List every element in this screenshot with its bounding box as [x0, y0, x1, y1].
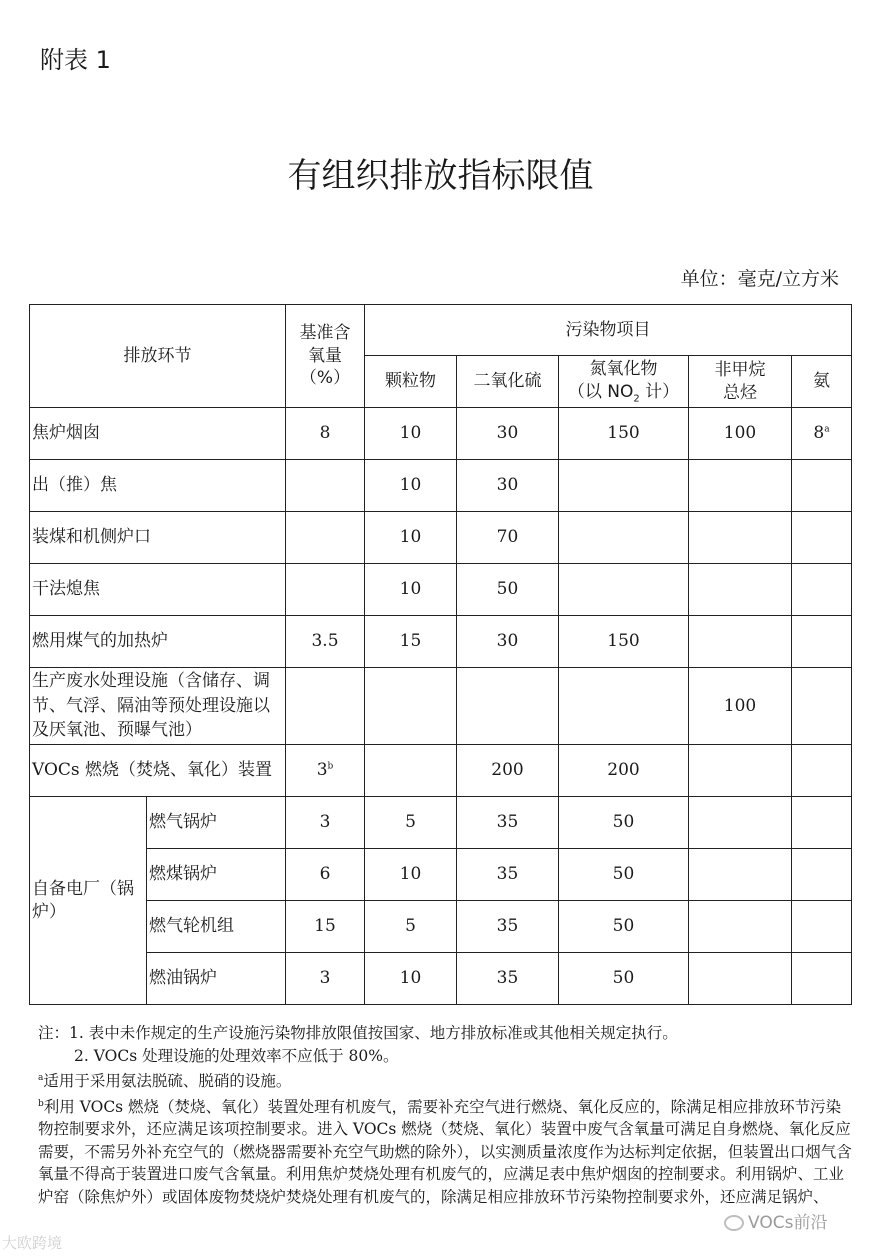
- table-row: [30, 849, 852, 901]
- cell-nh3: [792, 668, 852, 745]
- cell-nox: [559, 460, 689, 512]
- cell-oxygen-value: 3: [316, 760, 328, 781]
- group-name: 自备电厂（锅炉）: [30, 797, 147, 1005]
- row-name: 生产废水处理设施（含储存、调节、气浮、隔油等预处理设施以及厌氧池、预曝气池）: [30, 668, 286, 745]
- cell-so2: 30: [457, 460, 559, 512]
- subrow-name: 燃气轮机组: [147, 901, 286, 953]
- row-name: 焦炉烟囱: [30, 408, 286, 460]
- table-row: [30, 797, 852, 849]
- note-1: 注：1. 表中未作规定的生产设施污染物排放限值按国家、地方排放标准或其他相关规定执行。: [38, 1024, 678, 1042]
- cell-so2: [457, 668, 559, 745]
- cell-nox: 50: [559, 797, 689, 849]
- note-2: 2. VOCs 处理设施的处理效率不应低于 80%。: [74, 1046, 399, 1065]
- note-b: [38, 1093, 853, 1209]
- watermark-right: [724, 1208, 827, 1233]
- cell-nmhc: 100: [689, 408, 792, 460]
- cell-pm: 10: [365, 564, 457, 616]
- cell-nmhc: [689, 797, 792, 849]
- cell-nh3: [792, 564, 852, 616]
- row-name: 干法熄焦: [30, 564, 286, 616]
- header-pollutants: 污染物项目: [365, 305, 852, 356]
- row-name: VOCs 燃烧（焚烧、氧化）装置: [30, 745, 286, 797]
- cell-nmhc: [689, 745, 792, 797]
- table-row: [30, 460, 852, 512]
- cell-so2: 200: [457, 745, 559, 797]
- unit-label: 单位：毫克/立方米: [680, 268, 839, 290]
- cell-so2: 70: [457, 512, 559, 564]
- cell-nh3: [792, 616, 852, 668]
- cell-so2: 30: [457, 616, 559, 668]
- cell-nh3: [792, 849, 852, 901]
- table-row: [30, 564, 852, 616]
- cell-so2: 35: [457, 901, 559, 953]
- cell-nox: [559, 668, 689, 745]
- cell-nh3: [792, 745, 852, 797]
- header-particulate: 颗粒物: [365, 356, 457, 408]
- cell-oxygen: 3: [286, 953, 365, 1005]
- cell-nh3: [792, 408, 852, 460]
- cell-oxygen: [286, 512, 365, 564]
- header-ammonia: 氨: [792, 356, 852, 408]
- subrow-name: 燃煤锅炉: [147, 849, 286, 901]
- cell-pm: 15: [365, 616, 457, 668]
- table-row: [30, 408, 852, 460]
- table-row: [30, 901, 852, 953]
- cell-oxygen: 8: [286, 408, 365, 460]
- cell-nmhc: [689, 953, 792, 1005]
- cell-nox: 50: [559, 901, 689, 953]
- cell-so2: 35: [457, 797, 559, 849]
- cell-nh3: [792, 460, 852, 512]
- note-b-superscript: b: [38, 1098, 44, 1109]
- appendix-label: 附表 1: [40, 46, 111, 74]
- cell-oxygen: 15: [286, 901, 365, 953]
- cell-pm: 5: [365, 797, 457, 849]
- cell-oxygen: 6: [286, 849, 365, 901]
- cell-nox: 200: [559, 745, 689, 797]
- note-b-text: 利用 VOCs 燃烧（焚烧、氧化）装置处理有机废气，需要补充空气进行燃烧、氧化反应的，除满足相应排放环节污染物控制要求外，还应满足该项控制要求。进入 VOCs 燃烧（焚烧、氧化）装置中废气含氧量可满足自身燃烧、氧化反应需要，不需另外补充空气的（燃烧器需要补充空气助燃的除外），以实测质量浓度作为达标判定依据，但装置出口烟气含氧量不得高于装置进口废气含氧量。利用焦炉焚烧处理有机废气的，应满足表中焦炉烟囱的控制要求。利用锅炉、工业炉窑（除焦炉外）或固体废物焚烧炉焚烧处理有机废气的，除满足相应排放环节污染物控制要求外，还应满足锅炉、: [38, 1097, 852, 1206]
- cell-pm: [365, 668, 457, 745]
- header-section: 排放环节: [30, 305, 286, 408]
- row-name: 出（推）焦: [30, 460, 286, 512]
- cell-nh3: [792, 901, 852, 953]
- cell-nox: 150: [559, 616, 689, 668]
- cell-nox: 150: [559, 408, 689, 460]
- header-nox: 氮氧化物 （以 $NO_2$ 计）: [559, 356, 689, 408]
- table-row: [30, 512, 852, 564]
- cell-pm: 10: [365, 512, 457, 564]
- cell-so2: 50: [457, 564, 559, 616]
- cell-nox: 50: [559, 849, 689, 901]
- cell-nmhc: [689, 849, 792, 901]
- cell-nh3: [792, 953, 852, 1005]
- table-row: [30, 668, 852, 745]
- header-oxygen: 基准含 氧量 （%）: [286, 305, 365, 408]
- cell-oxygen: [286, 745, 365, 797]
- cell-pm: 10: [365, 408, 457, 460]
- watermark-left: 大欧跨境: [2, 1234, 63, 1252]
- note-a: [38, 1067, 853, 1093]
- note-a-mark: a: [824, 424, 830, 435]
- table-row: [30, 616, 852, 668]
- cell-nmhc: [689, 901, 792, 953]
- subrow-name: 燃油锅炉: [147, 953, 286, 1005]
- table-row: [30, 745, 852, 797]
- cell-nox: [559, 564, 689, 616]
- cell-so2: 35: [457, 849, 559, 901]
- subrow-name: 燃气锅炉: [147, 797, 286, 849]
- note-b-mark: b: [327, 761, 334, 772]
- cell-nmhc: [689, 616, 792, 668]
- cell-oxygen: 3.5: [286, 616, 365, 668]
- emission-limits-table: [29, 304, 852, 1005]
- cell-pm: [365, 745, 457, 797]
- cell-nmhc: [689, 460, 792, 512]
- cell-nox: 50: [559, 953, 689, 1005]
- header-so2: 二氧化硫: [457, 356, 559, 408]
- wechat-icon: [724, 1215, 744, 1231]
- cell-nh3: [792, 512, 852, 564]
- cell-oxygen: 3: [286, 797, 365, 849]
- cell-nox: [559, 512, 689, 564]
- row-name: 装煤和机侧炉口: [30, 512, 286, 564]
- note-a-superscript: a: [38, 1073, 44, 1083]
- cell-oxygen: [286, 460, 365, 512]
- cell-nh3-value: 8: [813, 423, 825, 444]
- cell-so2: 30: [457, 408, 559, 460]
- cell-oxygen: [286, 564, 365, 616]
- cell-nmhc: [689, 512, 792, 564]
- page-title: 有组织排放指标限值: [287, 156, 594, 196]
- cell-nh3: [792, 797, 852, 849]
- cell-oxygen: [286, 668, 365, 745]
- row-name: 燃用煤气的加热炉: [30, 616, 286, 668]
- cell-nmhc: [689, 564, 792, 616]
- cell-pm: 10: [365, 460, 457, 512]
- cell-nmhc: 100: [689, 668, 792, 745]
- watermark-right-text: VOCs前沿: [748, 1213, 828, 1233]
- note-a-text: 适用于采用氨法脱硫、脱硝的设施。: [43, 1072, 292, 1091]
- cell-so2: 35: [457, 953, 559, 1005]
- cell-pm: 5: [365, 901, 457, 953]
- table-notes: [38, 1022, 853, 1208]
- cell-pm: 10: [365, 953, 457, 1005]
- cell-pm: 10: [365, 849, 457, 901]
- table-row: [30, 953, 852, 1005]
- header-nmhc: 非甲烷 总烃: [689, 356, 792, 408]
